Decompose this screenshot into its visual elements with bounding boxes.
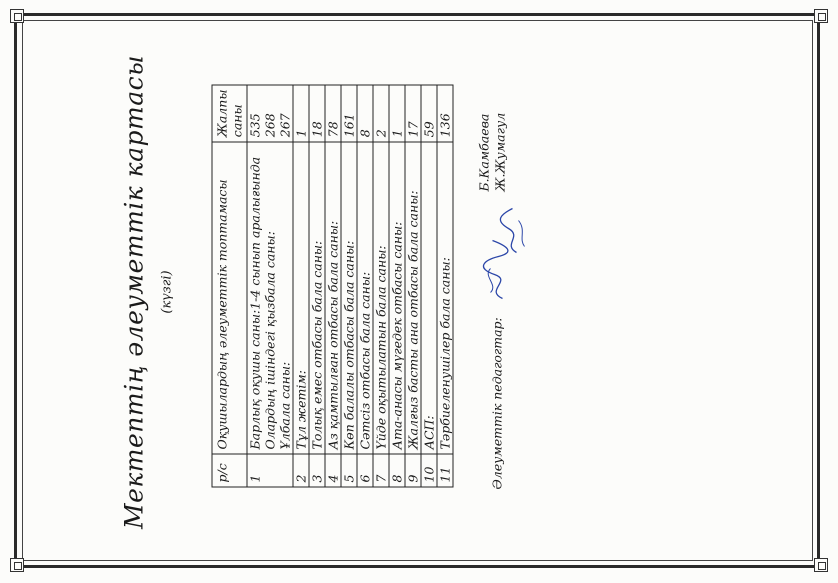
row-count: 59 bbox=[421, 85, 437, 142]
row-line: Олардың ішіндегі қызбала саны: bbox=[262, 230, 277, 449]
border-corner-ornament bbox=[10, 9, 24, 23]
row-category: Үйде оқытылатын бала саны: bbox=[373, 141, 389, 453]
header-num: р/с bbox=[212, 454, 247, 487]
row-category: Көп балалы отбасы бала саны: bbox=[341, 141, 357, 453]
row-category: Жалғыз басты ана отбасы бала саны: bbox=[405, 141, 421, 453]
row-num: 11 bbox=[437, 454, 453, 487]
row-line: Барлық оқушы саны:1-4 сынып аралығында bbox=[247, 156, 262, 449]
table-row bbox=[247, 85, 293, 487]
signatures-label: Әлеуметтік педагогтар: bbox=[489, 316, 504, 489]
table-row bbox=[309, 85, 325, 487]
table-row bbox=[373, 85, 389, 487]
row-num: 7 bbox=[373, 454, 389, 487]
row-num: 1 bbox=[247, 454, 293, 487]
document-title: Мектептің әлеуметтік картасы bbox=[119, 54, 148, 529]
row-num: 6 bbox=[357, 454, 373, 487]
rotated-document bbox=[34, 24, 804, 559]
row-num: 3 bbox=[309, 454, 325, 487]
row-count: 1 bbox=[293, 85, 309, 142]
row-category: Аз қамтылған отбасы бала саны: bbox=[325, 141, 341, 453]
row-count bbox=[247, 85, 293, 142]
table-row bbox=[325, 85, 341, 487]
table-row bbox=[389, 85, 405, 487]
row-category: АСП: bbox=[421, 141, 437, 453]
row-num: 8 bbox=[389, 454, 405, 487]
row-category: Тұл жетім: bbox=[293, 141, 309, 453]
table-row bbox=[341, 85, 357, 487]
row-num: 2 bbox=[293, 454, 309, 487]
row-count-value: 268 bbox=[262, 112, 277, 137]
row-num: 10 bbox=[421, 454, 437, 487]
row-category bbox=[247, 141, 293, 453]
social-map-table bbox=[211, 84, 453, 487]
table-row bbox=[405, 85, 421, 487]
row-count: 136 bbox=[437, 85, 453, 142]
row-count-value: 535 bbox=[247, 112, 262, 137]
row-num: 5 bbox=[341, 454, 357, 487]
row-count: 2 bbox=[373, 85, 389, 142]
row-count: 161 bbox=[341, 85, 357, 142]
row-count: 8 bbox=[357, 85, 373, 142]
signature-names bbox=[476, 112, 508, 191]
row-line: Ұлбала саны: bbox=[277, 361, 292, 449]
row-num: 4 bbox=[325, 454, 341, 487]
table-row bbox=[437, 85, 453, 487]
row-num: 9 bbox=[405, 454, 421, 487]
row-category: Ата-анасы мүгедек отбасы саны: bbox=[389, 141, 405, 453]
row-category: Толық емес отбасы бала саны: bbox=[309, 141, 325, 453]
row-count: 78 bbox=[325, 85, 341, 142]
header-count: Жалпы саны bbox=[212, 85, 247, 142]
table-row bbox=[357, 85, 373, 487]
row-category: Сәтсіз отбасы бала саны: bbox=[357, 141, 373, 453]
row-category: Тәрбиеленушілер бала саны: bbox=[437, 141, 453, 453]
table-row bbox=[293, 85, 309, 487]
header-category: Оқушылардың әлеуметтік топтамасы bbox=[212, 141, 247, 453]
row-count: 17 bbox=[405, 85, 421, 142]
row-count-value: 267 bbox=[277, 112, 292, 137]
signatory-name: Ж.Жумагул bbox=[492, 112, 507, 191]
table-header-row bbox=[212, 85, 247, 487]
border-corner-ornament bbox=[10, 558, 24, 572]
border-corner-ornament bbox=[814, 558, 828, 572]
table-row bbox=[421, 85, 437, 487]
border-corner-ornament bbox=[814, 9, 828, 23]
signatory-name: Б.Камбаева bbox=[476, 113, 491, 191]
row-count: 18 bbox=[309, 85, 325, 142]
document-subtitle: (күзгі) bbox=[159, 269, 174, 314]
handwritten-signatures bbox=[472, 204, 527, 304]
row-count: 1 bbox=[389, 85, 405, 142]
